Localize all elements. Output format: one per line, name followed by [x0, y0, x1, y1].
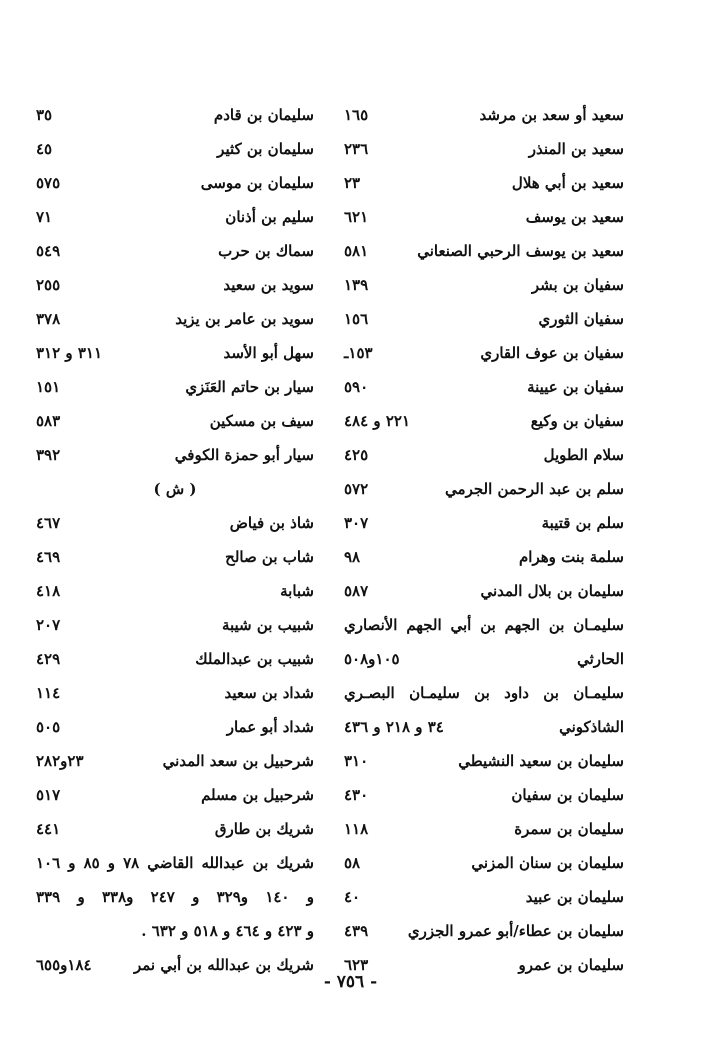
- list-item: [36, 336, 314, 370]
- list-item: [36, 846, 314, 880]
- entry-name: سهل أبو الأسد: [223, 344, 314, 362]
- entry-name: سلمة بنت وهرام: [518, 548, 624, 566]
- entry-name: سليمان بن عبيد: [525, 888, 624, 906]
- list-item: [344, 472, 624, 506]
- entry-name: شرحبيل بن مسلم: [201, 786, 314, 804]
- entry-ref: ٢٣و٢٨٢: [36, 752, 84, 770]
- entry-ref: ٣١١ و ٣١٢: [36, 344, 103, 362]
- entry-name: شريك بن طارق: [214, 820, 314, 838]
- list-item: [344, 778, 624, 812]
- entry-ref: ٢٢١ و ٤٨٤: [344, 412, 411, 430]
- entry-ref: ٣٧٨: [36, 310, 61, 328]
- entry-name: سليمان بن سعيد النشيطي: [458, 752, 624, 770]
- entry-ref: ١٣٩: [344, 276, 369, 294]
- entry-ref: ٣٠٧: [344, 514, 369, 532]
- entry-name: سفيان بن وكيع: [530, 412, 624, 430]
- right-column: [344, 98, 624, 982]
- list-item: [36, 574, 314, 608]
- entry-ref: ٣٤ و ٢١٨ و ٤٣٦: [344, 718, 444, 736]
- entry-name: الشاذكوني: [559, 718, 624, 736]
- entry-ref: ٥٨١: [344, 242, 369, 260]
- list-item: [344, 268, 624, 302]
- entry-ref: ١٥٣ـ: [344, 344, 373, 362]
- list-item: [344, 846, 624, 880]
- list-item: [344, 234, 624, 268]
- entry-continuation: و ١٤٠ و٣٢٩ و ٢٤٧ و٣٣٨ و ٣٣٩: [36, 888, 314, 906]
- entry-name: سليمان بن سفيان: [511, 786, 624, 804]
- entry-ref: ٢٣٦: [344, 140, 369, 158]
- entry-name: شبيب بن عبدالملك: [195, 650, 314, 668]
- list-item: [344, 132, 624, 166]
- list-item: [36, 404, 314, 438]
- entry-name: سليم بن أذنان: [225, 208, 314, 226]
- entry-ref: ٦٢٣: [344, 956, 369, 974]
- entry-name: سليمان بن موسى: [200, 174, 314, 192]
- entry-name: سليمان بن قادم: [213, 106, 314, 124]
- entry-name: سويد بن عامر بن يزيد: [175, 310, 314, 328]
- list-item: [344, 404, 624, 438]
- entry-ref: ١٠٥و٥٠٨: [344, 650, 400, 668]
- list-item: [344, 166, 624, 200]
- entry-ref: ٦٢١: [344, 208, 369, 226]
- list-item: [344, 642, 624, 676]
- list-item: [344, 710, 624, 744]
- entry-name: شبابة: [280, 582, 314, 600]
- entry-ref: ٣٩٢: [36, 446, 61, 464]
- entry-ref: ١٨٤و٦٥٥: [36, 956, 92, 974]
- list-item: [36, 302, 314, 336]
- entry-name: شداد أبو عمار: [226, 718, 314, 736]
- entry-name: سلام الطويل: [543, 446, 624, 464]
- entry-ref: ١٥٦: [344, 310, 369, 328]
- entry-ref: ١١٨: [344, 820, 369, 838]
- list-item: [36, 540, 314, 574]
- section-letter: ( ش ): [153, 480, 197, 498]
- entry-ref: ٥٠٥: [36, 718, 61, 736]
- entry-ref: ٥٨٧: [344, 582, 369, 600]
- entry-name: سفيان بن عيينة: [527, 378, 624, 396]
- entry-ref: ٧١: [36, 208, 53, 226]
- list-item: [344, 676, 624, 710]
- entry-ref: ٢٥٥: [36, 276, 61, 294]
- list-item: [36, 506, 314, 540]
- list-item: [36, 98, 314, 132]
- entry-name: شاذ بن فياض: [229, 514, 314, 532]
- entry-name: شرحبيل بن سعد المدني: [162, 752, 314, 770]
- list-item: [36, 268, 314, 302]
- entry-ref: ٥١٧: [36, 786, 61, 804]
- entry-ref: ٥٧٥: [36, 174, 61, 192]
- entry-name: سيار بن حاتم العَنَزي: [185, 378, 314, 396]
- entry-ref: ٢٠٧: [36, 616, 61, 634]
- list-item: [344, 98, 624, 132]
- list-item: [36, 676, 314, 710]
- page-number: - ٧٥٦ -: [323, 972, 378, 992]
- list-item: [36, 812, 314, 846]
- entry-name: سويد بن سعيد: [223, 276, 314, 294]
- entry-name: شبيب بن شيبة: [221, 616, 314, 634]
- entry-name: سعيد بن يوسف الرحبي الصنعاني: [417, 242, 624, 260]
- list-item: [36, 132, 314, 166]
- list-item: [36, 370, 314, 404]
- entry-name: سعيد أو سعد بن مرشد: [479, 106, 624, 124]
- entry-ref: ٤٤١: [36, 820, 61, 838]
- entry-name: سليمـان بن الجهم بن أبي الجهم الأنصاري: [344, 616, 624, 634]
- list-item: [344, 438, 624, 472]
- entry-name: سلم بن عبد الرحمن الجرمي: [445, 480, 624, 498]
- list-item: [36, 880, 314, 914]
- entry-name: سليمان بن عطاء/أبو عمرو الجزري: [407, 922, 624, 940]
- list-item: [36, 710, 314, 744]
- entry-name: سليمان بن سمرة: [514, 820, 624, 838]
- entry-name: سفيان بن بشر: [531, 276, 624, 294]
- list-item: [344, 608, 624, 642]
- entry-name: سعيد بن يوسف: [525, 208, 624, 226]
- entry-name: سليمان بن بلال المدني: [480, 582, 624, 600]
- entry-ref: ٥٧٢: [344, 480, 369, 498]
- list-item: [344, 744, 624, 778]
- entry-name: سليمان بن كثير: [217, 140, 314, 158]
- list-item: [344, 540, 624, 574]
- entry-name: شريك بن عبدالله بن أبي نمر: [133, 956, 314, 974]
- entry-ref: ٤٣٩: [344, 922, 369, 940]
- entry-ref: ١١٤: [36, 684, 61, 702]
- list-item: [36, 166, 314, 200]
- entry-name: سلم بن قتيبة: [541, 514, 624, 532]
- entry-ref: ٤٣٠: [344, 786, 369, 804]
- list-item: [344, 336, 624, 370]
- entry-ref: ٢٣: [344, 174, 361, 192]
- entry-ref: ٤٥: [36, 140, 53, 158]
- entry-name: سيف بن مسكين: [209, 412, 314, 430]
- entry-name: سيار أبو حمزة الكوفي: [174, 446, 314, 464]
- list-item: [36, 914, 314, 948]
- list-item: [344, 370, 624, 404]
- entry-ref: ٣١٠: [344, 752, 369, 770]
- entry-ref: ٤٢٩: [36, 650, 61, 668]
- list-item: [344, 574, 624, 608]
- list-item: [344, 302, 624, 336]
- entry-ref: ٣٥: [36, 106, 53, 124]
- entry-ref: ٥٤٩: [36, 242, 61, 260]
- entry-ref: ٤٦٩: [36, 548, 61, 566]
- entry-name: شداد بن سعيد: [224, 684, 314, 702]
- entry-name: سليمـان بن داود بن سليمـان البصـري: [344, 684, 624, 702]
- entry-ref: ٥٨: [344, 854, 361, 872]
- list-item: [36, 234, 314, 268]
- entry-name: شريك بن عبدالله القاضي ٧٨ و ٨٥ و ١٠٦: [36, 854, 314, 872]
- entry-name: سعيد بن أبي هلال: [511, 174, 624, 192]
- entry-ref: ٤٦٧: [36, 514, 61, 532]
- entry-name: الحارثي: [577, 650, 624, 668]
- entry-name: سليمان بن عمرو: [518, 956, 624, 974]
- list-item: [344, 506, 624, 540]
- entry-ref: ٤٠: [344, 888, 361, 906]
- list-item: [36, 438, 314, 472]
- entry-ref: ٤٢٥: [344, 446, 369, 464]
- entry-ref: ١٦٥: [344, 106, 369, 124]
- list-item: [344, 880, 624, 914]
- left-column: [36, 98, 314, 982]
- list-item: [36, 642, 314, 676]
- entry-ref: ٥٨٣: [36, 412, 61, 430]
- list-item: [344, 812, 624, 846]
- entry-name: سليمان بن سنان المزني: [471, 854, 624, 872]
- entry-name: شاب بن صالح: [225, 548, 314, 566]
- entry-ref: ٩٨: [344, 548, 361, 566]
- entry-name: سماك بن حرب: [218, 242, 314, 260]
- entry-continuation: و ٤٢٣ و ٤٦٤ و ٥١٨ و ٦٣٢ .: [141, 922, 314, 940]
- list-item: [344, 914, 624, 948]
- section-heading: [36, 472, 314, 506]
- entry-name: سعيد بن المنذر: [528, 140, 624, 158]
- entry-name: سفيان الثوري: [538, 310, 624, 328]
- list-item: [36, 200, 314, 234]
- list-item: [36, 778, 314, 812]
- entry-ref: ٥٩٠: [344, 378, 369, 396]
- entry-ref: ٤١٨: [36, 582, 61, 600]
- entry-ref: ١٥١: [36, 378, 61, 396]
- list-item: [36, 608, 314, 642]
- list-item: [36, 744, 314, 778]
- list-item: [344, 200, 624, 234]
- entry-name: سفيان بن عوف القاري: [480, 344, 624, 362]
